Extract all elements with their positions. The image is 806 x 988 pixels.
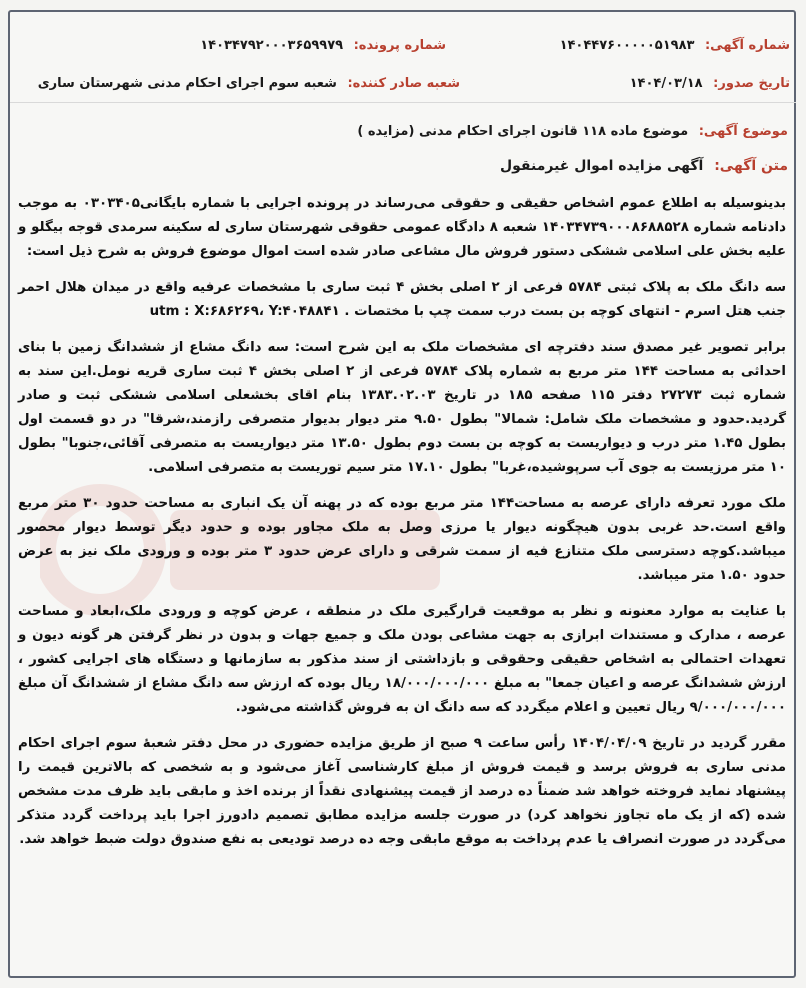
paragraph-intro: بدینوسیله به اطلاع عموم اشخاص حقیقی و حقوقی می‌رساند در پرونده اجرایی با شماره بایگانی۰۳۰۳۴۰۵ به موجب دادنامه شماره ۱۴۰۳۴۷۳۹۰۰۰۸۶۸۸۵۲۸ شعبه ۸ دادگاه عمومی حقوقی شهرستان ساری له سکینه سرمدی قوجه بیگلو و علیه بخش علی اسلامی ششکی دستور فروش مال مشاعی صادر شده است اموال موضوع فروش به شرح ذیل است: xyxy=(18,196,787,259)
paragraph-auction-terms: مقرر گردید در تاریخ ۱۴۰۴/۰۴/۰۹ رأس ساعت ۹ صبح از طریق مزایده حضوری در محل دفتر شعبهٔ سوم اجرای احکام مدنی ساری به فروش برسد و قیمت فروش از مبلغ کارشناسی آغاز می‌شود و به شخصی که بالاترین قیمت را پیشنهاد نماید فروخته خواهد شد ضمناً ده درصد از قیمت پیشنهادی نقداً از برنده اخذ و مابقی باید ظرف مدت مشخص شده (که از یک ماه تجاوز نخواهد کرد) در صورت جلسه مزایده مطابق تصمیم دادورز اجرا باید پرداخت گردد متذکر می‌گردد در صورت انصراف یا عدم پرداخت به موقع مابقی وجه ده درصد تودیعی به نفع صندوق دولت ضبط خواهد شد. xyxy=(18,736,787,847)
notice-text-label: متن آگهی: xyxy=(714,158,788,174)
notice-text-value: آگهی مزایده اموال غیرمنقول xyxy=(499,158,704,174)
case-number xyxy=(200,38,446,53)
issue-date-value: ۱۴۰۴/۰۳/۱۸ xyxy=(629,76,703,91)
paragraph-description: ملک مورد تعرفه دارای عرصه به مساحت۱۴۴ متر مربع بوده که در پهنه آن یک انباری به مساحت حدود ۳۰ متر مربع واقع است.حد غربی بدون هیچگونه دیوار یا مرزی وصل به ملک مجاور بوده و حدود دیگر توسط دیوار محصور میباشد.کوچه دسترسی ملک متنازع فیه از سمت شرقی و دارای عرض حدود ۳ متر بوده و ورودی ملک نیز به عرض حدود ۱.۵۰ متر میباشد. xyxy=(18,496,786,583)
paragraph-property: سه دانگ ملک به پلاک ثبتی ۵۷۸۴ فرعی از ۲ اصلی بخش ۴ ثبت ساری با مشخصات عرفیه واقع در میدان هلال احمر جنب هتل اسرم - انتهای کوچه بن بست درب سمت چپ با مختصات . utm : X:۶۸۶۲۶۹، Y:۴۰۴۸۸۴۱ xyxy=(18,280,787,319)
case-number-label: شماره پرونده: xyxy=(353,38,446,53)
case-number-value: ۱۴۰۳۴۷۹۲۰۰۰۳۶۵۹۹۷۹ xyxy=(200,38,344,53)
notice-number-value: ۱۴۰۴۴۷۶۰۰۰۰۰۵۱۹۸۳ xyxy=(559,38,695,53)
issuer-value: شعبه سوم اجرای احکام مدنی شهرستان ساری xyxy=(37,76,337,91)
paragraph-deed: برابر تصویر غیر مصدق سند دفترچه ای مشخصات ملک به این شرح است: سه دانگ مشاع از ششدانگ زمین با بنای احداثی به مساحت ۱۴۴ متر مربع به شماره پلاک ۵۷۸۴ فرعی از ۲ اصلی بخش ۴ ثبت ساری قریه نومل.این سند به شماره ثبت ۲۷۲۷۳ دفتر ۱۱۵ صفحه ۱۸۵ در تاریخ ۱۳۸۳.۰۲.۰۳ بنام اقای بخشعلی اسلامی ششکی ثبت و صادر گردید.حدود و مشخصات ملک شامل: شمالا" بطول ۹.۵۰ متر دیوار بدیوار متصرفی رازمند،شرقا" در دو قسمت اول بطول ۱.۴۵ متر درب و دیواریست به کوچه بن بست دوم بطول ۱۳.۵۰ متر دیواریست به متصرفی آقائی،جنوبا" بطول ۱۰ متر مرزیست به جوی آب سرپوشیده،غربا" بطول ۱۷.۱۰ متر سیم توریست به متصرفی اسلامی. xyxy=(18,340,787,475)
notice-number-label: شماره آگهی: xyxy=(704,38,790,53)
header-divider xyxy=(10,102,796,103)
subject-label: موضوع آگهی: xyxy=(698,124,788,139)
notice-body xyxy=(18,192,786,864)
issue-date xyxy=(630,76,790,91)
notice-number xyxy=(560,38,790,53)
issuer-label: شعبه صادر کننده: xyxy=(347,76,460,91)
issue-date-label: تاریخ صدور: xyxy=(713,76,790,91)
subject-value: موضوع ماده ۱۱۸ قانون اجرای احکام مدنی (مزایده ) xyxy=(357,124,689,139)
notice-text xyxy=(500,158,788,174)
issuer xyxy=(38,76,460,91)
paragraph-valuation: با عنایت به موارد معنونه و نظر به موقعیت قرارگیری ملک در منطقه ، عرض کوچه و ورودی ملک،ابعاد و مساحت عرصه ، مدارک و مستندات ابرازی به جهت مشاعی بودن ملک و جمیع جهات و بدون در نظر گرفتن هر گونه دیون و تعهدات احتمالی به اشخاص حقیقی وحقوقی و بازداشتی از سند مذکور به سازمانها و دستگاه های اجرایی کشور ، ارزش ششدانگ عرصه و اعیان جمعا" به مبلغ ۱۸/۰۰۰/۰۰۰/۰۰۰ ریال بوده که ارزش سه دانگ مشاع از ششدانگ آن مبلغ ۹/۰۰۰/۰۰۰/۰۰۰ ریال تعیین و اعلام میگردد که سه دانگ ان به فروش گذاشته می‌شود. xyxy=(18,604,786,715)
subject xyxy=(357,124,788,139)
